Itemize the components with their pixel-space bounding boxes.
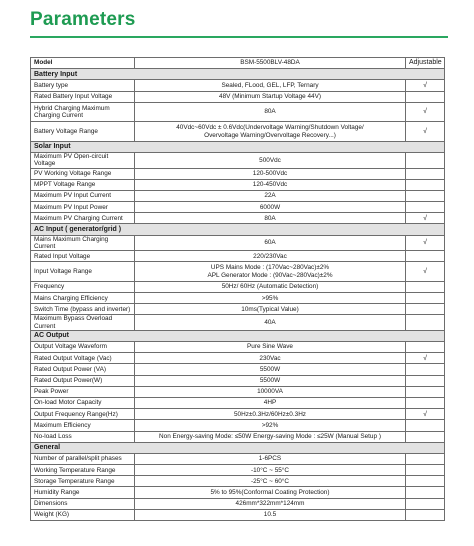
table-row: [31, 293, 445, 304]
adjustable-mark: [406, 293, 445, 304]
table-row: [31, 91, 445, 102]
header-model-label: Model: [31, 58, 135, 69]
section-header-row: [31, 69, 445, 80]
parameter-value: 120-450Vdc: [135, 179, 406, 190]
table-row: [31, 509, 445, 520]
parameter-value: 10ms(Typical Value): [135, 304, 406, 315]
parameter-value: 48V (Minimum Startup Voltage 44V): [135, 91, 406, 102]
parameter-name: Maximum Efficiency: [31, 420, 135, 431]
parameter-value: 50Hz/ 60Hz (Automatic Detection): [135, 281, 406, 292]
adjustable-mark: [406, 304, 445, 315]
parameter-name: Battery Voltage Range: [31, 122, 135, 142]
parameter-name: Storage Temperature Range: [31, 476, 135, 487]
adjustable-mark: [406, 397, 445, 408]
table-row: [31, 409, 445, 420]
parameter-value: -10°C ~ 55°C: [135, 465, 406, 476]
parameter-value: Sealed, FLood, GEL, LFP, Ternary: [135, 80, 406, 91]
adjustable-mark: [406, 179, 445, 190]
parameter-name: Output Voltage Waveform: [31, 342, 135, 353]
adjustable-mark: [406, 251, 445, 262]
table-row: [31, 262, 445, 282]
parameter-value: 5% to 95%(Conformal Coating Protection): [135, 487, 406, 498]
parameter-name: MPPT Voltage Range: [31, 179, 135, 190]
parameter-value: 426mm*322mm*124mm: [135, 498, 406, 509]
table-row: [31, 364, 445, 375]
parameter-value: UPS Mains Mode : (170Vac~280Vac)±2% APL Generator Mode : (90Vac~280Vac)±2%: [135, 262, 406, 282]
table-row: [31, 179, 445, 190]
parameter-value: 40A: [135, 315, 406, 330]
table-row: [31, 168, 445, 179]
table-row: [31, 397, 445, 408]
table-row: [31, 353, 445, 364]
parameter-value: 40Vdc~60Vdc ± 0.6Vdc(Undervoltage Warning/Shutdown Voltage/ Overvoltage Warning/Overvoltage Recovery...): [135, 122, 406, 142]
parameter-value: 220/230Vac: [135, 251, 406, 262]
table-row: [31, 386, 445, 397]
adjustable-mark: [406, 364, 445, 375]
table-row: [31, 498, 445, 509]
parameter-name: Switch Time (bypass and inverter): [31, 304, 135, 315]
section-header-row: [31, 141, 445, 152]
parameter-value: 80A: [135, 213, 406, 224]
parameter-name: Frequency: [31, 281, 135, 292]
parameter-value: 60A: [135, 235, 406, 250]
parameter-name: Rated Battery Input Voltage: [31, 91, 135, 102]
adjustable-mark: [406, 153, 445, 168]
parameter-name: Humidity Range: [31, 487, 135, 498]
table-row: [31, 281, 445, 292]
table-row: [31, 453, 445, 464]
parameter-value: 120-500Vdc: [135, 168, 406, 179]
parameter-name: Rated Input Voltage: [31, 251, 135, 262]
parameter-name: Maximum Bypass Overload Current: [31, 315, 135, 330]
parameter-name: Rated Output Power (VA): [31, 364, 135, 375]
adjustable-mark: [406, 281, 445, 292]
table-row: [31, 375, 445, 386]
adjustable-mark: [406, 420, 445, 431]
parameter-value: >92%: [135, 420, 406, 431]
parameter-name: Battery type: [31, 80, 135, 91]
parameter-name: PV Working Voltage Range: [31, 168, 135, 179]
page-title: Parameters: [30, 9, 136, 30]
parameter-name: Rated Output Voltage (Vac): [31, 353, 135, 364]
section-header-row: [31, 442, 445, 453]
adjustable-mark: [406, 465, 445, 476]
parameter-value: Pure Sine Wave: [135, 342, 406, 353]
parameter-name: Maximum PV Input Power: [31, 202, 135, 213]
table-row: [31, 190, 445, 201]
table-row: [31, 213, 445, 224]
table-row: [31, 420, 445, 431]
adjustable-mark: [406, 168, 445, 179]
parameter-name: Maximum PV Input Current: [31, 190, 135, 201]
parameter-value: 50Hz±0.3Hz/60Hz±0.3Hz: [135, 409, 406, 420]
adjustable-mark: √: [406, 213, 445, 224]
section-title: General: [31, 442, 445, 453]
section-header-row: [31, 224, 445, 235]
table-row: [31, 487, 445, 498]
table-row: [31, 235, 445, 250]
table-header-row: [31, 58, 445, 69]
parameter-name: Working Temperature Range: [31, 465, 135, 476]
adjustable-mark: √: [406, 262, 445, 282]
adjustable-mark: [406, 375, 445, 386]
adjustable-mark: √: [406, 80, 445, 91]
table-row: [31, 153, 445, 168]
parameter-value: 10000VA: [135, 386, 406, 397]
parameter-name: Maximum PV Charging Current: [31, 213, 135, 224]
parameter-value: -25°C ~ 60°C: [135, 476, 406, 487]
adjustable-mark: [406, 315, 445, 330]
table-row: [31, 202, 445, 213]
parameter-name: Mains Maximum Charging Current: [31, 235, 135, 250]
table-row: [31, 476, 445, 487]
parameters-table: [30, 57, 445, 521]
parameter-value: 4HP: [135, 397, 406, 408]
parameter-value: 80A: [135, 102, 406, 122]
parameter-name: Maximum PV Open-circuit Voltage: [31, 153, 135, 168]
section-title: Solar Input: [31, 141, 445, 152]
section-title: AC Output: [31, 330, 445, 341]
adjustable-mark: [406, 91, 445, 102]
header-model-value: BSM-5500BLV-48DA: [135, 58, 406, 69]
adjustable-mark: √: [406, 122, 445, 142]
parameter-name: Peak Power: [31, 386, 135, 397]
adjustable-mark: [406, 476, 445, 487]
section-header-row: [31, 330, 445, 341]
adjustable-mark: [406, 202, 445, 213]
adjustable-mark: √: [406, 102, 445, 122]
parameter-name: Hybrid Charging Maximum Charging Current: [31, 102, 135, 122]
table-row: [31, 304, 445, 315]
parameter-value: 500Vdc: [135, 153, 406, 168]
adjustable-mark: [406, 431, 445, 442]
parameters-table-body: [31, 58, 445, 521]
adjustable-mark: √: [406, 409, 445, 420]
parameter-value: >95%: [135, 293, 406, 304]
title-divider: [30, 36, 448, 38]
parameter-value: 6000W: [135, 202, 406, 213]
parameter-name: No-load Loss: [31, 431, 135, 442]
parameter-name: Dimensions: [31, 498, 135, 509]
table-row: [31, 431, 445, 442]
parameter-name: Mains Charging Efficiency: [31, 293, 135, 304]
adjustable-mark: √: [406, 235, 445, 250]
table-row: [31, 80, 445, 91]
adjustable-mark: [406, 453, 445, 464]
parameter-value: 5500W: [135, 364, 406, 375]
adjustable-mark: [406, 190, 445, 201]
table-row: [31, 251, 445, 262]
parameter-value: 22A: [135, 190, 406, 201]
header-adjustable: Adjustable: [406, 58, 445, 69]
table-row: [31, 342, 445, 353]
table-row: [31, 102, 445, 122]
parameter-value: 1-6PCS: [135, 453, 406, 464]
adjustable-mark: [406, 487, 445, 498]
parameter-name: Rated Output Power(W): [31, 375, 135, 386]
adjustable-mark: [406, 509, 445, 520]
section-title: AC Input ( generator/grid ): [31, 224, 445, 235]
parameter-name: Number of parallel/split phases: [31, 453, 135, 464]
adjustable-mark: √: [406, 353, 445, 364]
adjustable-mark: [406, 386, 445, 397]
table-row: [31, 465, 445, 476]
table-row: [31, 315, 445, 330]
adjustable-mark: [406, 498, 445, 509]
table-row: [31, 122, 445, 142]
parameter-value: Non Energy-saving Mode: ≤50W Energy-saving Mode : ≤25W (Manual Setup ): [135, 431, 406, 442]
adjustable-mark: [406, 342, 445, 353]
parameter-value: 5500W: [135, 375, 406, 386]
parameter-name: Output Frequency Range(Hz): [31, 409, 135, 420]
parameter-value: 10.5: [135, 509, 406, 520]
parameter-value: 230Vac: [135, 353, 406, 364]
parameter-name: On-load Motor Capacity: [31, 397, 135, 408]
parameter-name: Weight (KG): [31, 509, 135, 520]
section-title: Battery Input: [31, 69, 445, 80]
parameter-name: Input Voltage Range: [31, 262, 135, 282]
